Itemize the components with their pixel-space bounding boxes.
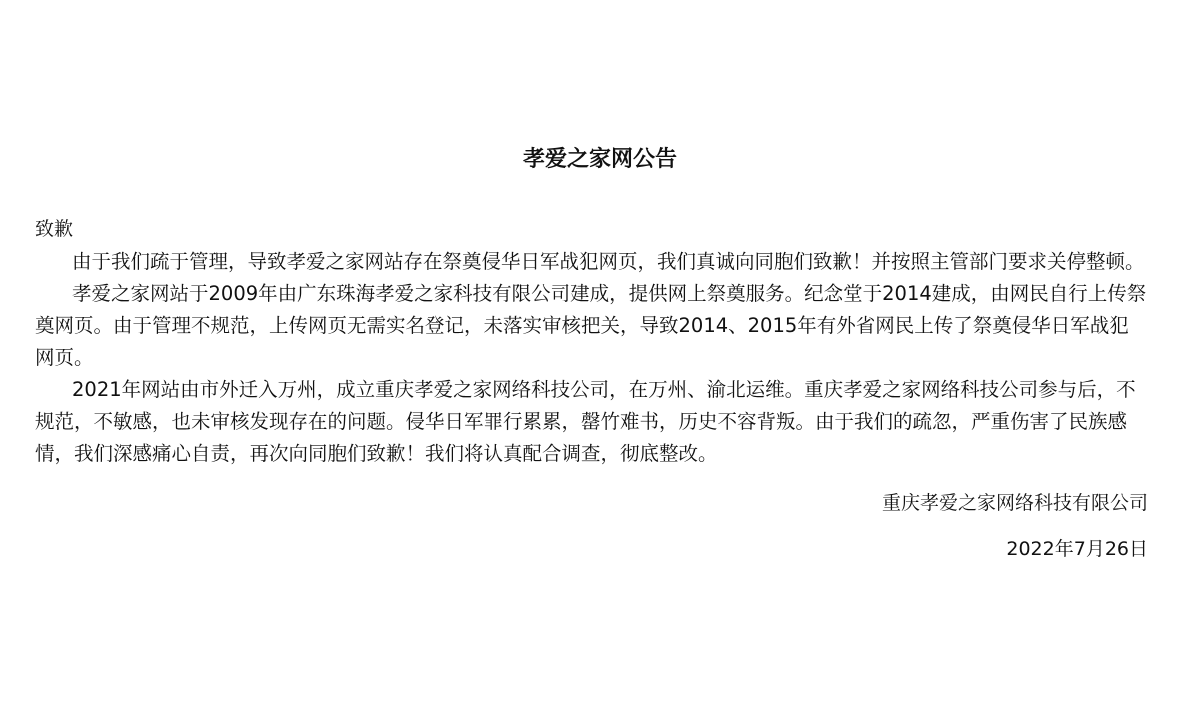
salutation: 致歉 (35, 218, 74, 240)
paragraph: 2021年网站由市外迁入万州，成立重庆孝爱之家网络科技公司，在万州、渝北运维。重庆孝爱之家网络科技公司参与后，不规范，不敏感，也未审核发现存在的问题。侵华日军罪行累累，罄竹难书，历史不容背叛。由于我们的疏忽，严重伤害了民族感情，我们深感痛心自责，再次向同胞们致歉！我们将认真配合调查，彻底整改。 (35, 378, 1136, 465)
paragraph: 由于我们疏于管理，导致孝爱之家网站存在祭奠侵华日军战犯网页，我们真诚向同胞们致歉！并按照主管部门要求关停整顿。 (72, 250, 1145, 273)
signature-company: 重庆孝爱之家网络科技有限公司 (881, 492, 1148, 514)
paragraph: 孝爱之家网站于2009年由广东珠海孝爱之家科技有限公司建成，提供网上祭奠服务。纪念堂于2014建成，由网民自行上传祭奠网页。由于管理不规范，上传网页无需实名登记，未落实审核把关，导致2014、2015年有外省网民上传了祭奠侵华日军战犯网页。 (35, 282, 1147, 369)
announcement-body (35, 246, 1147, 470)
announcement-title: 孝爱之家网公告 (522, 147, 677, 172)
signature-date: 2022年7月26日 (1006, 538, 1148, 560)
